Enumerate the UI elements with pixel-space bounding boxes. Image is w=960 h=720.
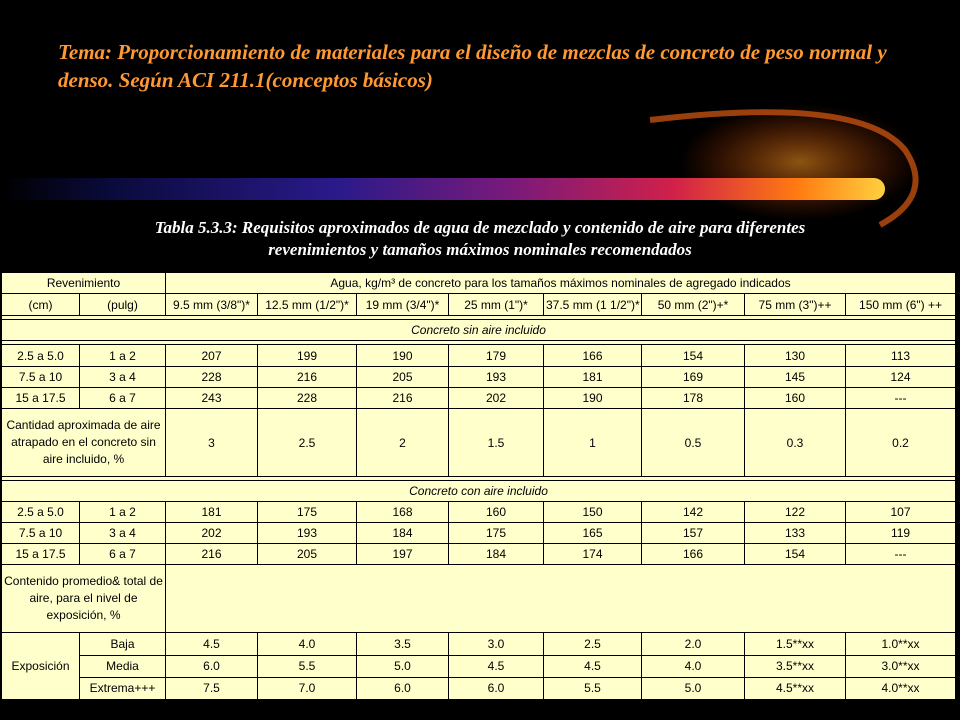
cell-value: 184 — [449, 543, 544, 564]
cell-value: 166 — [642, 543, 745, 564]
cell-value: 2 — [357, 408, 449, 476]
exposicion-label: Exposición — [2, 633, 80, 700]
cell-pulg: 3 a 4 — [80, 366, 166, 387]
cell-value: 4.0**xx — [846, 677, 956, 699]
header-cm: (cm) — [2, 294, 80, 316]
contenido-aire-label: Contenido promedio& total de aire, para el nivel de exposición, % — [2, 564, 166, 632]
aire-atrapado-label: Cantidad aproximada de aire atrapado en el concreto sin aire incluido, % — [2, 408, 166, 476]
cell-value: 5.5 — [544, 677, 642, 699]
cell-value: 4.5**xx — [745, 677, 846, 699]
cell-value: 216 — [258, 366, 357, 387]
cell-value: 1.0**xx — [846, 633, 956, 655]
header-size: 75 mm (3")++ — [745, 294, 846, 316]
cell-pulg: 1 a 2 — [80, 501, 166, 522]
cell-value: 168 — [357, 501, 449, 522]
cell-value: 5.0 — [357, 655, 449, 677]
cell-pulg: 6 a 7 — [80, 387, 166, 408]
header-size: 9.5 mm (3/8")* — [166, 294, 258, 316]
cell-cm: 2.5 a 5.0 — [2, 345, 80, 366]
section-con-aire-label: Concreto con aire incluido — [2, 481, 956, 501]
cell-value: 202 — [449, 387, 544, 408]
cell-value: 4.0 — [642, 655, 745, 677]
table-row-exposicion — [2, 677, 956, 699]
cell-value: 207 — [166, 345, 258, 366]
cell-value: 205 — [258, 543, 357, 564]
cell-value: 202 — [166, 522, 258, 543]
cell-cm: 7.5 a 10 — [2, 366, 80, 387]
table-row-contenido-aire — [2, 564, 956, 632]
table-caption-line-2: revenimientos y tamaños máximos nominales recomendados — [268, 240, 692, 259]
cell-value: 6.0 — [166, 655, 258, 677]
table-row-aire-atrapado — [2, 408, 956, 476]
cell-value: 228 — [258, 387, 357, 408]
cell-value: --- — [846, 387, 956, 408]
cell-value: 113 — [846, 345, 956, 366]
cell-pulg: 1 a 2 — [80, 345, 166, 366]
table-caption-line-1: Tabla 5.3.3: Requisitos aproximados de agua de mezclado y contenido de aire para diferentes — [154, 218, 806, 237]
cell-value: 178 — [642, 387, 745, 408]
swoosh-bar — [0, 178, 885, 200]
cell-value: 0.3 — [745, 408, 846, 476]
cell-value: 175 — [258, 501, 357, 522]
header-size: 150 mm (6") ++ — [846, 294, 956, 316]
cell-value: 122 — [745, 501, 846, 522]
cell-value: 3.0 — [449, 633, 544, 655]
cell-value: 107 — [846, 501, 956, 522]
cell-value: 174 — [544, 543, 642, 564]
cell-value: 124 — [846, 366, 956, 387]
cell-value: 181 — [544, 366, 642, 387]
cell-value: 4.0 — [258, 633, 357, 655]
cell-value: 3.5 — [357, 633, 449, 655]
table-row — [2, 543, 956, 564]
slide-title: Tema: Proporcionamiento de materiales para el diseño de mezclas de concreto de peso normal y denso. Según ACI 211.1(conceptos básicos) — [58, 40, 887, 92]
table-row — [2, 522, 956, 543]
cell-value: 165 — [544, 522, 642, 543]
cell-value: 160 — [449, 501, 544, 522]
cell-value: 0.2 — [846, 408, 956, 476]
cell-value: 2.0 — [642, 633, 745, 655]
section-row-sin-aire — [2, 320, 956, 341]
cell-value: 6.0 — [449, 677, 544, 699]
cell-value: 199 — [258, 345, 357, 366]
cell-value: 2.5 — [258, 408, 357, 476]
cell-value: 154 — [745, 543, 846, 564]
cell-cm: 15 a 17.5 — [2, 543, 80, 564]
cell-value: 150 — [544, 501, 642, 522]
cell-value: 6.0 — [357, 677, 449, 699]
cell-value: 119 — [846, 522, 956, 543]
decorative-swoosh — [0, 100, 960, 230]
cell-value: 157 — [642, 522, 745, 543]
cell-value: 3.5**xx — [745, 655, 846, 677]
section-row-con-aire — [2, 481, 956, 501]
cell-pulg: 3 a 4 — [80, 522, 166, 543]
cell-value: 3.0**xx — [846, 655, 956, 677]
table-row — [2, 366, 956, 387]
cell-value: 1.5**xx — [745, 633, 846, 655]
header-size: 19 mm (3/4")* — [357, 294, 449, 316]
cell-value: 193 — [258, 522, 357, 543]
cell-value: 2.5 — [544, 633, 642, 655]
exposicion-level: Baja — [80, 633, 166, 655]
cell-value: 7.0 — [258, 677, 357, 699]
cell-cm: 2.5 a 5.0 — [2, 501, 80, 522]
header-revenimiento: Revenimiento — [2, 273, 166, 294]
cell-value: 216 — [357, 387, 449, 408]
cell-pulg: 6 a 7 — [80, 543, 166, 564]
cell-value: 216 — [166, 543, 258, 564]
cell-value: 181 — [166, 501, 258, 522]
header-agua: Agua, kg/m³ de concreto para los tamaños máximos nominales de agregado indicados — [166, 273, 956, 294]
cell-cm: 7.5 a 10 — [2, 522, 80, 543]
cell-value: 184 — [357, 522, 449, 543]
cell-value: 0.5 — [642, 408, 745, 476]
cell-value: 228 — [166, 366, 258, 387]
cell-value: 190 — [544, 387, 642, 408]
cell-value: 5.5 — [258, 655, 357, 677]
cell-value: 169 — [642, 366, 745, 387]
table-row — [2, 345, 956, 366]
cell-value: 197 — [357, 543, 449, 564]
swoosh-glow — [680, 104, 920, 220]
cell-cm: 15 a 17.5 — [2, 387, 80, 408]
cell-value: 190 — [357, 345, 449, 366]
cell-value: 205 — [357, 366, 449, 387]
header-size: 37.5 mm (1 1/2")* — [544, 294, 642, 316]
cell-value: 145 — [745, 366, 846, 387]
cell-value: 4.5 — [544, 655, 642, 677]
table-caption — [40, 217, 920, 261]
header-pulg: (pulg) — [80, 294, 166, 316]
cell-value: 4.5 — [449, 655, 544, 677]
cell-value: 142 — [642, 501, 745, 522]
cell-value: --- — [846, 543, 956, 564]
cell-value: 5.0 — [642, 677, 745, 699]
cell-value: 7.5 — [166, 677, 258, 699]
cell-value: 166 — [544, 345, 642, 366]
water-air-requirements-table — [1, 272, 956, 700]
cell-value: 160 — [745, 387, 846, 408]
table-container — [1, 272, 955, 700]
cell-value: 179 — [449, 345, 544, 366]
header-row-1 — [2, 273, 956, 294]
header-size: 12.5 mm (1/2")* — [258, 294, 357, 316]
header-size: 25 mm (1")* — [449, 294, 544, 316]
cell-value: 243 — [166, 387, 258, 408]
cell-value: 130 — [745, 345, 846, 366]
exposicion-level: Media — [80, 655, 166, 677]
cell-value: 133 — [745, 522, 846, 543]
table-row — [2, 501, 956, 522]
cell-value: 175 — [449, 522, 544, 543]
section-sin-aire-label: Concreto sin aire incluido — [2, 320, 956, 341]
exposicion-level: Extrema+++ — [80, 677, 166, 699]
table-row-exposicion — [2, 655, 956, 677]
table-row-exposicion — [2, 633, 956, 655]
contenido-aire-empty — [166, 564, 956, 632]
cell-value: 4.5 — [166, 633, 258, 655]
table-row — [2, 387, 956, 408]
cell-value: 1 — [544, 408, 642, 476]
cell-value: 154 — [642, 345, 745, 366]
cell-value: 193 — [449, 366, 544, 387]
header-row-2 — [2, 294, 956, 316]
cell-value: 3 — [166, 408, 258, 476]
header-size: 50 mm (2")+* — [642, 294, 745, 316]
cell-value: 1.5 — [449, 408, 544, 476]
